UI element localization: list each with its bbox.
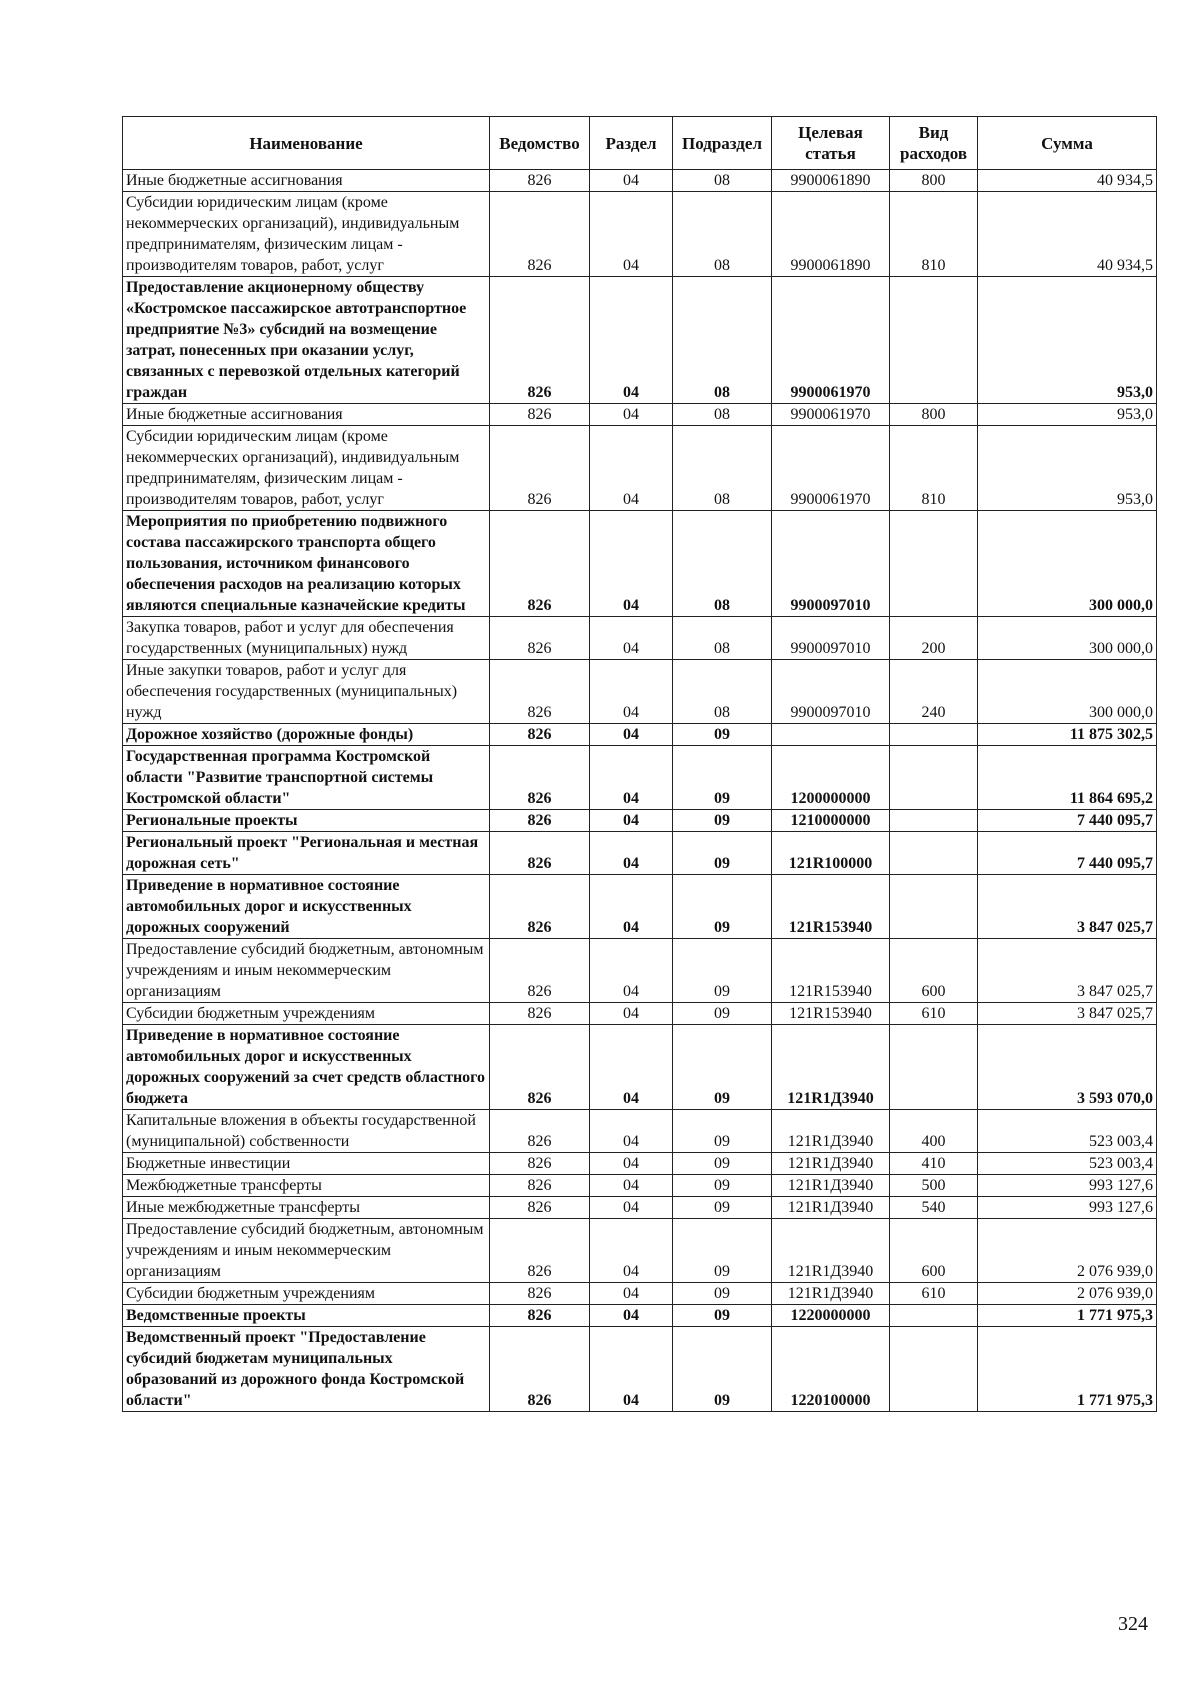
table-row (123, 660, 1157, 724)
table-row (123, 1110, 1157, 1153)
cell-amount: 300 000,0 (978, 660, 1157, 724)
table-row (123, 617, 1157, 660)
cell-target: 9900097010 (772, 617, 890, 660)
cell-amount: 3 593 070,0 (978, 1025, 1157, 1110)
cell-name: Межбюджетные трансферты (123, 1175, 490, 1197)
cell-target (772, 724, 890, 746)
cell-amount: 300 000,0 (978, 617, 1157, 660)
cell-expense-type: 810 (890, 426, 978, 511)
cell-target: 121R1Д3940 (772, 1219, 890, 1283)
header-section: Раздел (590, 117, 673, 170)
cell-section: 04 (590, 1025, 673, 1110)
cell-dept: 826 (490, 277, 590, 404)
cell-amount: 523 003,4 (978, 1110, 1157, 1153)
cell-subsection: 09 (673, 810, 772, 832)
cell-dept: 826 (490, 192, 590, 277)
cell-name: Региональные проекты (123, 810, 490, 832)
table-row (123, 1175, 1157, 1197)
cell-subsection: 09 (673, 724, 772, 746)
cell-expense-type (890, 832, 978, 875)
cell-amount: 300 000,0 (978, 511, 1157, 617)
cell-subsection: 09 (673, 746, 772, 810)
cell-name: Субсидии юридическим лицам (кроме некоммерческих организаций), индивидуальным предпринимателям, физическим лицам - производителям товаров, работ, услуг (123, 426, 490, 511)
cell-target: 9900061890 (772, 192, 890, 277)
cell-expense-type: 400 (890, 1110, 978, 1153)
header-amount: Сумма (978, 117, 1157, 170)
cell-subsection: 09 (673, 1003, 772, 1025)
cell-amount: 40 934,5 (978, 192, 1157, 277)
cell-dept: 826 (490, 724, 590, 746)
cell-amount: 993 127,6 (978, 1175, 1157, 1197)
cell-subsection: 08 (673, 660, 772, 724)
cell-name: Ведомственный проект "Предоставление субсидий бюджетам муниципальных образований из дорожного фонда Костромской области" (123, 1327, 490, 1412)
cell-name: Ведомственные проекты (123, 1305, 490, 1327)
cell-subsection: 08 (673, 277, 772, 404)
cell-target: 9900061970 (772, 426, 890, 511)
cell-amount: 3 847 025,7 (978, 875, 1157, 939)
cell-section: 04 (590, 1283, 673, 1305)
cell-section: 04 (590, 1153, 673, 1175)
cell-section: 04 (590, 832, 673, 875)
cell-target: 121R153940 (772, 875, 890, 939)
cell-target: 1220100000 (772, 1327, 890, 1412)
cell-dept: 826 (490, 1175, 590, 1197)
cell-subsection: 08 (673, 426, 772, 511)
cell-subsection: 09 (673, 1025, 772, 1110)
cell-amount: 523 003,4 (978, 1153, 1157, 1175)
cell-expense-type (890, 1327, 978, 1412)
cell-expense-type: 600 (890, 1219, 978, 1283)
cell-expense-type (890, 724, 978, 746)
cell-dept: 826 (490, 1219, 590, 1283)
cell-target: 9900061890 (772, 170, 890, 192)
cell-target: 121R1Д3940 (772, 1197, 890, 1219)
cell-section: 04 (590, 426, 673, 511)
cell-subsection: 09 (673, 1175, 772, 1197)
header-dept: Ведомство (490, 117, 590, 170)
cell-subsection: 09 (673, 875, 772, 939)
cell-section: 04 (590, 404, 673, 426)
cell-expense-type: 800 (890, 404, 978, 426)
cell-section: 04 (590, 939, 673, 1003)
cell-target: 121R153940 (772, 939, 890, 1003)
cell-subsection: 08 (673, 404, 772, 426)
cell-expense-type: 240 (890, 660, 978, 724)
cell-amount: 40 934,5 (978, 170, 1157, 192)
cell-dept: 826 (490, 939, 590, 1003)
cell-section: 04 (590, 1110, 673, 1153)
cell-expense-type (890, 810, 978, 832)
cell-section: 04 (590, 1175, 673, 1197)
cell-name: Иные межбюджетные трансферты (123, 1197, 490, 1219)
cell-subsection: 08 (673, 617, 772, 660)
header-name: Наименование (123, 117, 490, 170)
header-row (123, 117, 1157, 170)
table-row (123, 192, 1157, 277)
cell-subsection: 09 (673, 1305, 772, 1327)
cell-section: 04 (590, 810, 673, 832)
cell-name: Мероприятия по приобретению подвижного состава пассажирского транспорта общего пользования, источником финансового обеспечения расходов на реализацию которых являются специальные казначейские кредиты (123, 511, 490, 617)
cell-subsection: 09 (673, 1283, 772, 1305)
cell-dept: 826 (490, 660, 590, 724)
cell-amount: 1 771 975,3 (978, 1305, 1157, 1327)
page-number: 324 (1118, 1613, 1148, 1635)
cell-dept: 826 (490, 1327, 590, 1412)
cell-amount: 11 864 695,2 (978, 746, 1157, 810)
budget-table (122, 116, 1157, 1412)
cell-dept: 826 (490, 1153, 590, 1175)
cell-section: 04 (590, 660, 673, 724)
cell-expense-type: 410 (890, 1153, 978, 1175)
cell-amount: 3 847 025,7 (978, 1003, 1157, 1025)
cell-section: 04 (590, 192, 673, 277)
cell-section: 04 (590, 875, 673, 939)
cell-expense-type (890, 875, 978, 939)
cell-amount: 1 771 975,3 (978, 1327, 1157, 1412)
cell-dept: 826 (490, 511, 590, 617)
cell-subsection: 08 (673, 192, 772, 277)
table-row (123, 810, 1157, 832)
cell-dept: 826 (490, 617, 590, 660)
cell-dept: 826 (490, 170, 590, 192)
cell-name: Государственная программа Костромской области "Развитие транспортной системы Костромской области" (123, 746, 490, 810)
table-row (123, 1197, 1157, 1219)
cell-target: 121R100000 (772, 832, 890, 875)
cell-target: 9900097010 (772, 660, 890, 724)
cell-target: 9900061970 (772, 277, 890, 404)
cell-expense-type: 200 (890, 617, 978, 660)
cell-target: 121R1Д3940 (772, 1175, 890, 1197)
table-row (123, 1025, 1157, 1110)
cell-amount: 953,0 (978, 277, 1157, 404)
cell-subsection: 08 (673, 511, 772, 617)
header-target: Целевая статья (772, 117, 890, 170)
header-subsection: Подраздел (673, 117, 772, 170)
table-row (123, 1283, 1157, 1305)
cell-section: 04 (590, 1305, 673, 1327)
cell-target: 121R1Д3940 (772, 1025, 890, 1110)
cell-name: Предоставление субсидий бюджетным, автономным учреждениям и иным некоммерческим организациям (123, 939, 490, 1003)
cell-amount: 993 127,6 (978, 1197, 1157, 1219)
cell-target: 121R153940 (772, 1003, 890, 1025)
cell-name: Предоставление субсидий бюджетным, автономным учреждениям и иным некоммерческим организациям (123, 1219, 490, 1283)
cell-subsection: 09 (673, 832, 772, 875)
cell-dept: 826 (490, 404, 590, 426)
cell-name: Субсидии юридическим лицам (кроме некоммерческих организаций), индивидуальным предпринимателям, физическим лицам - производителям товаров, работ, услуг (123, 192, 490, 277)
cell-expense-type (890, 277, 978, 404)
cell-name: Иные закупки товаров, работ и услуг для обеспечения государственных (муниципальных) нужд (123, 660, 490, 724)
cell-expense-type (890, 511, 978, 617)
table-row (123, 724, 1157, 746)
cell-dept: 826 (490, 1197, 590, 1219)
cell-dept: 826 (490, 1025, 590, 1110)
cell-amount: 953,0 (978, 404, 1157, 426)
cell-dept: 826 (490, 832, 590, 875)
cell-expense-type: 800 (890, 170, 978, 192)
table-row (123, 170, 1157, 192)
table-row (123, 511, 1157, 617)
cell-target: 9900097010 (772, 511, 890, 617)
cell-dept: 826 (490, 746, 590, 810)
cell-expense-type (890, 1025, 978, 1110)
table-row (123, 1327, 1157, 1412)
cell-name: Предоставление акционерному обществу «Костромское пассажирское автотранспортное предприятие №3» субсидий на возмещение затрат, понесенных при оказании услуг, связанных с перевозкой отдельных категорий граждан (123, 277, 490, 404)
cell-subsection: 09 (673, 1110, 772, 1153)
cell-name: Приведение в нормативное состояние автомобильных дорог и искусственных дорожных сооружений (123, 875, 490, 939)
cell-section: 04 (590, 170, 673, 192)
cell-dept: 826 (490, 1305, 590, 1327)
cell-amount: 3 847 025,7 (978, 939, 1157, 1003)
cell-name: Субсидии бюджетным учреждениям (123, 1003, 490, 1025)
cell-amount: 953,0 (978, 426, 1157, 511)
table-row (123, 746, 1157, 810)
cell-amount: 7 440 095,7 (978, 810, 1157, 832)
cell-name: Региональный проект "Региональная и местная дорожная сеть" (123, 832, 490, 875)
cell-name: Приведение в нормативное состояние автомобильных дорог и искусственных дорожных сооружений за счет средств областного бюджета (123, 1025, 490, 1110)
table-row (123, 277, 1157, 404)
cell-name: Закупка товаров, работ и услуг для обеспечения государственных (муниципальных) нужд (123, 617, 490, 660)
cell-expense-type: 810 (890, 192, 978, 277)
cell-section: 04 (590, 277, 673, 404)
table-row (123, 875, 1157, 939)
cell-expense-type: 540 (890, 1197, 978, 1219)
table-row (123, 404, 1157, 426)
cell-expense-type: 500 (890, 1175, 978, 1197)
cell-target: 121R1Д3940 (772, 1283, 890, 1305)
cell-name: Дорожное хозяйство (дорожные фонды) (123, 724, 490, 746)
cell-name: Иные бюджетные ассигнования (123, 170, 490, 192)
cell-expense-type (890, 1305, 978, 1327)
cell-dept: 826 (490, 1283, 590, 1305)
cell-section: 04 (590, 1003, 673, 1025)
cell-amount: 7 440 095,7 (978, 832, 1157, 875)
table-row (123, 426, 1157, 511)
cell-target: 121R1Д3940 (772, 1153, 890, 1175)
cell-subsection: 09 (673, 939, 772, 1003)
cell-name: Иные бюджетные ассигнования (123, 404, 490, 426)
table-row (123, 1305, 1157, 1327)
table-row (123, 939, 1157, 1003)
cell-target: 9900061970 (772, 404, 890, 426)
cell-name: Капитальные вложения в объекты государственной (муниципальной) собственности (123, 1110, 490, 1153)
cell-section: 04 (590, 511, 673, 617)
table-body (123, 170, 1157, 1412)
cell-expense-type: 600 (890, 939, 978, 1003)
cell-subsection: 09 (673, 1153, 772, 1175)
cell-amount: 2 076 939,0 (978, 1283, 1157, 1305)
cell-subsection: 09 (673, 1327, 772, 1412)
cell-section: 04 (590, 1327, 673, 1412)
cell-subsection: 09 (673, 1197, 772, 1219)
table-row (123, 1153, 1157, 1175)
cell-expense-type: 610 (890, 1003, 978, 1025)
cell-section: 04 (590, 1197, 673, 1219)
cell-target: 1200000000 (772, 746, 890, 810)
cell-dept: 826 (490, 1003, 590, 1025)
cell-section: 04 (590, 724, 673, 746)
cell-name: Бюджетные инвестиции (123, 1153, 490, 1175)
cell-section: 04 (590, 617, 673, 660)
cell-expense-type (890, 746, 978, 810)
cell-target: 1220000000 (772, 1305, 890, 1327)
cell-target: 121R1Д3940 (772, 1110, 890, 1153)
table-row (123, 1219, 1157, 1283)
cell-amount: 11 875 302,5 (978, 724, 1157, 746)
cell-target: 1210000000 (772, 810, 890, 832)
table-row (123, 1003, 1157, 1025)
cell-dept: 826 (490, 810, 590, 832)
cell-name: Субсидии бюджетным учреждениям (123, 1283, 490, 1305)
cell-subsection: 08 (673, 170, 772, 192)
cell-dept: 826 (490, 426, 590, 511)
table-row (123, 832, 1157, 875)
cell-dept: 826 (490, 875, 590, 939)
cell-section: 04 (590, 1219, 673, 1283)
cell-subsection: 09 (673, 1219, 772, 1283)
header-expense-type: Вид расходов (890, 117, 978, 170)
cell-expense-type: 610 (890, 1283, 978, 1305)
cell-amount: 2 076 939,0 (978, 1219, 1157, 1283)
cell-dept: 826 (490, 1110, 590, 1153)
cell-section: 04 (590, 746, 673, 810)
